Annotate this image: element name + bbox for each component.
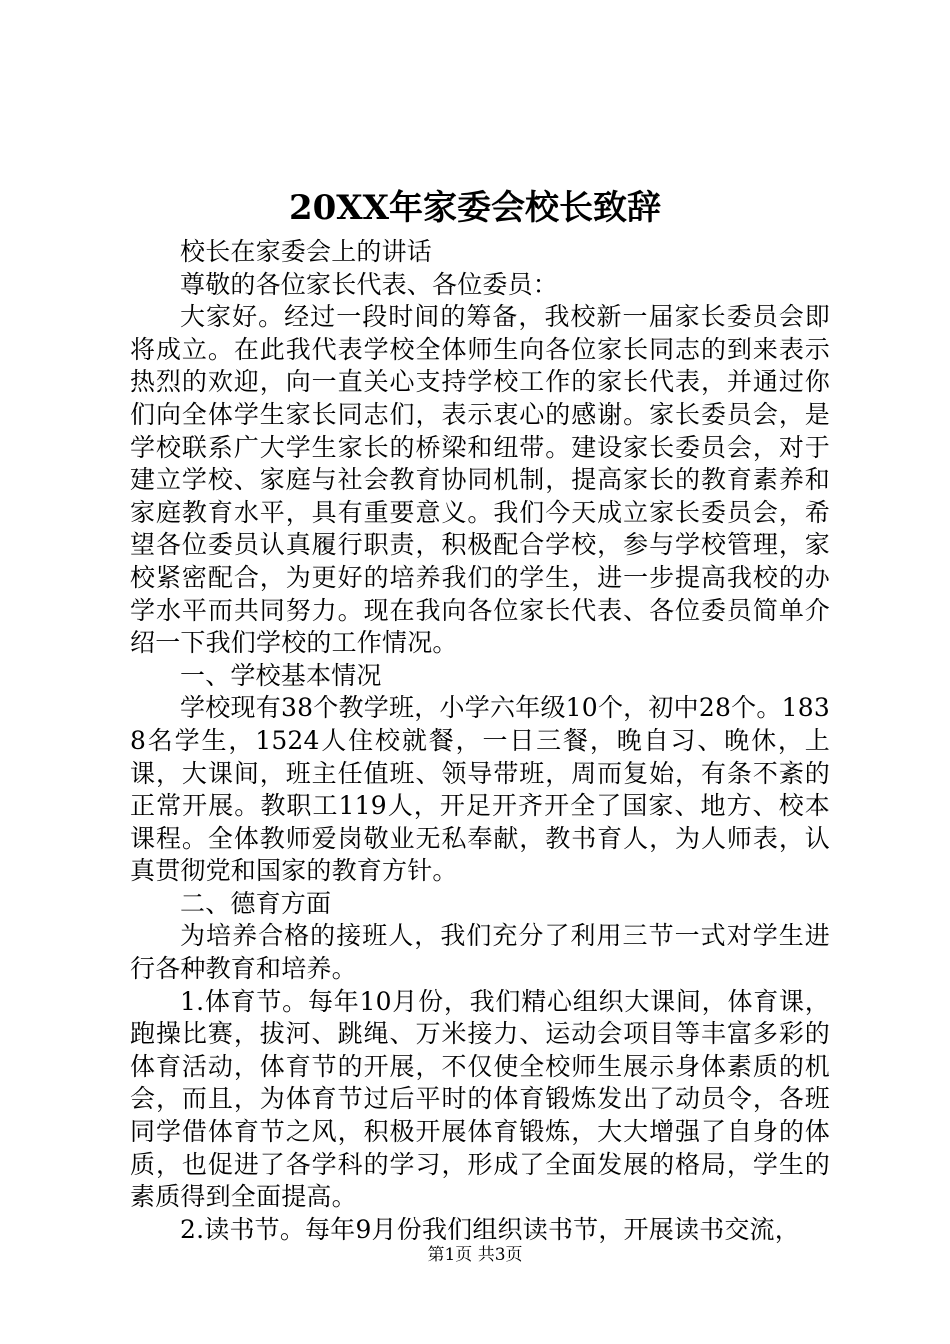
paragraph-basic-info: 学校现有38个教学班，小学六年级10个，初中28个。1838名学生，1524人住校就餐，一日三餐，晚自习、晚休，上课，大课间，班主任值班、领导带班，周而复始，有条不紊的正常开展。教职工119人，开足开齐开全了国家、地方、校本课程。全体教师爱岗敬业无私奉献，教书育人，为人师表，认真贯彻党和国家的教育方针。 (130, 693, 830, 886)
page-indicator: 第1页 共3页 (427, 1245, 523, 1265)
paragraph-intro: 大家好。经过一段时间的筹备，我校新一届家长委员会即将成立。在此我代表学校全体师生向各位家长同志的到来表示热烈的欢迎，向一直关心支持学校工作的家长代表，并通过你们向全体学生家长同志们，表示衷心的感谢。家长委员会，是学校联系广大学生家长的桥梁和纽带。建设家长委员会，对于建立学校、家庭与社会教育协同机制，提高家长的教育素养和家庭教育水平，具有重要意义。我们今天成立家长委员会，希望各位委员认真履行职责，积极配合学校，参与学校管理，家校紧密配合，为更好的培养我们的学生，进一步提高我校的办学水平而共同努力。现在我向各位家长代表、各位委员简单介绍一下我们学校的工作情况。 (130, 302, 830, 658)
paragraph-salutation: 尊敬的各位家长代表、各位委员： (180, 269, 559, 299)
document-body (130, 236, 830, 1246)
section-heading-moral-education: 二、德育方面 (180, 888, 332, 918)
paragraph-reading-festival: 2.读书节。每年9月份我们组织读书节，开展读书交流， (180, 1214, 800, 1244)
paragraph-subtitle: 校长在家委会上的讲话 (180, 237, 433, 266)
document-title: 20XX年家委会校长致辞 (288, 188, 662, 228)
section-heading-basic-info: 一、学校基本情况 (180, 660, 382, 690)
paragraph-moral-education: 为培养合格的接班人，我们充分了利用三节一式对学生进行各种教育和培养。 (130, 921, 830, 984)
paragraph-sports-festival: 1.体育节。每年10月份，我们精心组织大课间，体育课，跑操比赛，拔河、跳绳、万米接力、运动会项目等丰富多彩的体育活动，体育节的开展，不仅使全校师生展示身体素质的机会，而且，为体育节过后平时的体育锻炼发出了动员令，各班同学借体育节之风，积极开展体育锻炼，大大增强了自身的体质，也促进了各学科的学习，形成了全面发展的格局，学生的素质得到全面提高。 (130, 986, 830, 1212)
